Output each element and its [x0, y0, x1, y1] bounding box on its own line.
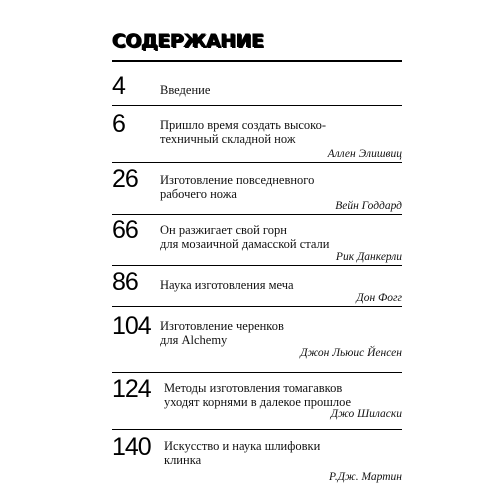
page-number: 140: [112, 433, 151, 461]
entry-author: Джон Льюис Йенсен: [300, 347, 402, 359]
entry-title: [160, 223, 400, 251]
title-line: Введение: [160, 83, 211, 97]
entry-title: [164, 381, 404, 409]
entry-divider: [112, 306, 402, 307]
title-line: Пришло время создать высоко-: [160, 118, 327, 132]
page-number: 26: [112, 165, 138, 193]
entry-divider: [112, 429, 402, 430]
title-line: для Alchemy: [160, 333, 228, 347]
page-number: 6: [112, 110, 125, 138]
title-line: рабочего ножа: [160, 187, 237, 201]
entry-title: [164, 439, 404, 467]
entry-author: Джо Шиласки: [330, 408, 402, 420]
entry-title: [160, 319, 400, 347]
entry-divider: [112, 265, 402, 266]
page-number: 104: [112, 312, 151, 340]
page-title: СОДЕРЖАНИЕ: [112, 30, 264, 52]
entry-title: [160, 83, 400, 97]
entry-divider: [112, 162, 402, 163]
page-number: 124: [112, 375, 151, 403]
entry-author: Аллен Элишвиц: [327, 148, 402, 160]
entry-title: [160, 278, 400, 292]
entry-author: Р.Дж. Мартин: [328, 471, 402, 483]
entry-author: Дон Фогг: [356, 292, 402, 304]
title-line: Наука изготовления меча: [160, 278, 294, 292]
page-number: 4: [112, 72, 125, 100]
title-line: Изготовление черенков: [160, 319, 284, 333]
entry-title: [160, 118, 400, 146]
title-line: Он разжигает свой горн: [160, 223, 287, 237]
title-line: Искусство и наука шлифовки: [164, 439, 321, 453]
title-line: уходят корнями в далекое прошлое: [164, 395, 352, 409]
entry-author: Рик Данкерли: [335, 251, 402, 263]
entry-divider: [112, 214, 402, 215]
title-line: Изготовление повседневного: [160, 173, 315, 187]
title-divider: [112, 60, 402, 62]
entry-divider: [112, 372, 402, 373]
entry-author: Вейн Годдард: [335, 200, 402, 212]
title-line: техничный складной нож: [160, 132, 296, 146]
entry-divider: [112, 105, 402, 106]
title-line: для мозаичной дамасской стали: [160, 237, 330, 251]
title-line: Методы изготовления томагавков: [164, 381, 343, 395]
page-number: 86: [112, 268, 138, 296]
title-line: клинка: [164, 453, 202, 467]
page-number: 66: [112, 216, 138, 244]
entry-title: [160, 173, 400, 201]
